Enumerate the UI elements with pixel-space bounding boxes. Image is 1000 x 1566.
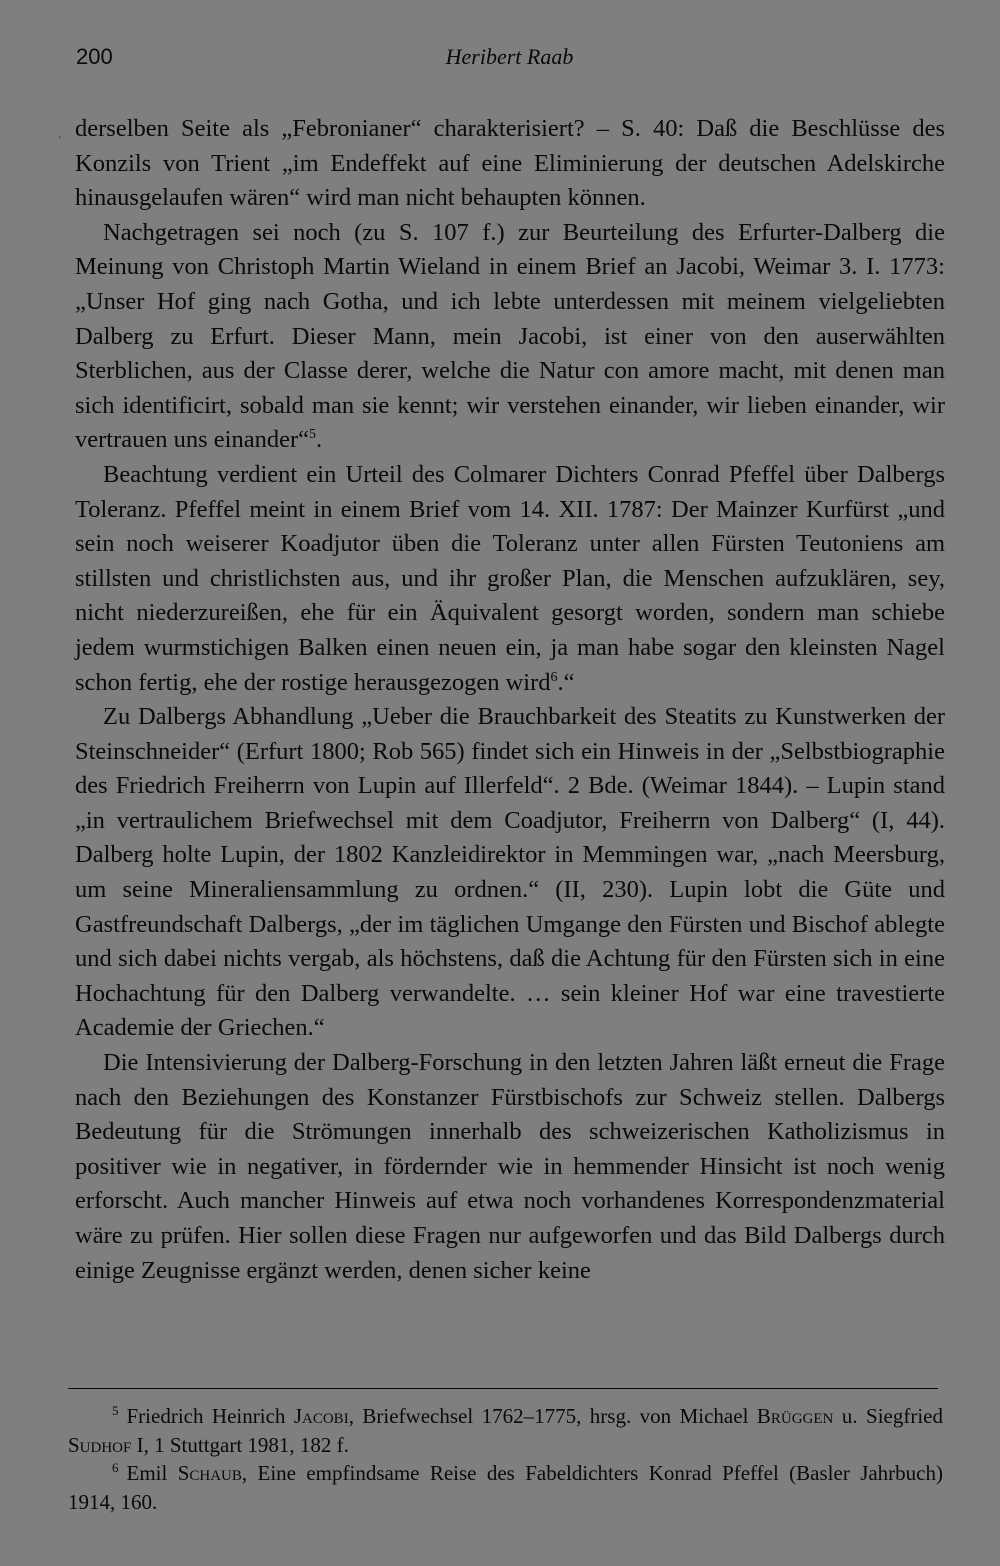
footnote-author-surname: Jacobi — [293, 1404, 349, 1428]
footnote-reference[interactable]: 6 — [550, 669, 558, 685]
footnote-text: , Eine empfindsame Reise des Fabeldichters Konrad Pfeffel (Basler Jahrbuch) 1914, 160. — [68, 1461, 943, 1514]
paragraph-text-tail: .“ — [557, 668, 575, 696]
paragraph-text: Beachtung verdient ein Urteil des Colmarer Dichters Conrad Pfeffel über Dalbergs Toleranz. Pfeffel meint in einem Brief vom 14. XII. 1787: Der Mainzer Kurfürst „und sein noch weiserer Koadjutor üben die Toleranz unter allen Fürsten Teutoniens am stillsten und christlichsten aus, und ihr großer Plan, die Menschen aufzuklären, sey, nicht niederzureißen, ehe für ein Äquivalent gesorgt worden, sondern man schiebe jedem wurmstichigen Balken einen neuen ein, ja man habe sogar den kleinsten Nagel schon fertig, ehe der rostige herausgezogen wird — [75, 460, 945, 696]
scan-artifact-mark: ˋ — [58, 136, 62, 147]
paragraph-text: derselben Seite als „Febronianer“ charakterisiert? – S. 40: Daß die Beschlüsse des Konzils von Trient „im Endeffekt auf eine Eliminierung der deutschen Adelskirche hinausgelaufen wären“ wird man nicht behaupten können. — [75, 115, 945, 212]
footnotes — [68, 1402, 943, 1516]
paragraph-text: Zu Dalbergs Abhandlung „Ueber die Brauchbarkeit des Steatits zu Kunstwerken der Steinschneider“ (Erfurt 1800; Rob 565) findet sich ein Hinweis in der „Selbstbiographie des Friedrich Freiherrn von Lupin auf Illerfeld“. 2 Bde. (Weimar 1844). – Lupin stand „in vertraulichem Briefwechsel mit dem Coadjutor, Freiherrn von Dalberg“ (I, 44). Dalberg holte Lupin, der 1802 Kanzleidirektor in Memmingen war, „nach Meersburg, um seine Mineraliensammlung zu ordnen.“ (II, 230). Lupin lobt die Güte und Gastfreundschaft Dalbergs, „der im täglichen Umgange den Fürsten und Bischof ablegte und sich dabei nichts vergab, als höchstens, daß die Achtung für den Fürsten sich in eine Hochachtung für den Dalberg verwandelte. … sein kleiner Hof war eine travestierte Academie der Griechen.“ — [75, 703, 945, 1042]
footnote-reference[interactable]: 5 — [309, 427, 316, 443]
footnote-author-surname: Schaub — [177, 1461, 242, 1485]
footnote-divider — [68, 1388, 938, 1389]
paragraph-text: Die Intensivierung der Dalberg-Forschung in den letzten Jahren läßt erneut die Frage nach den Beziehungen des Konstanzer Fürstbischofs zur Schweiz stellen. Dalbergs Bedeutung für die Strömungen innerhalb des schweizerischen Katholizismus in positiver wie in negativer, in fördernder wie in hemmender Hinsicht ist noch wenig erforscht. Auch mancher Hinweis auf etwa noch vorhandenes Korrespondenzmaterial wäre zu prüfen. Hier sollen diese Fragen nur aufgeworfen und das Bild Dalbergs durch einige Zeugnisse ergänzt werden, denen sicher keine — [75, 1049, 945, 1284]
page-header — [76, 44, 943, 76]
footnote-editor-surname: Brüggen — [756, 1404, 834, 1428]
footnote-6: 6 Emil Schaub, Eine empfindsame Reise des Fabeldichters Konrad Pfeffel (Basler Jahrbuch) 1914, 160. — [68, 1460, 943, 1514]
footnote-5: 5 Friedrich Heinrich Jacobi, Briefwechsel 1762–1775, hrsg. von Michael Brüggen u. Siegfried Sudhof I, 1 Stuttgart 1981, 182 f. — [68, 1403, 943, 1457]
footnote-text: I, 1 Stuttgart 1981, 182 f. — [131, 1432, 349, 1457]
paragraph-text-tail: . — [316, 426, 323, 454]
paragraph-4 — [75, 700, 945, 1046]
footnote-author-name: Friedrich Heinrich — [126, 1404, 294, 1428]
paragraph-3 — [75, 458, 945, 700]
footnote-text: u. Siegfried — [833, 1404, 943, 1428]
footnote-author-name: Emil — [126, 1461, 178, 1485]
paragraph-text: Nachgetragen sei noch (zu S. 107 f.) zur Beurteilung des Erfurter-Dalberg die Meinung von Christoph Martin Wieland in einem Brief an Jacobi, Weimar 3. I. 1773: „Unser Hof ging nach Gotha, und ich lebte unterdessen mit meinem vielgeliebten Dalberg zu Erfurt. Dieser Mann, mein Jacobi, ist einer von den auserwählten Sterblichen, aus der Classe derer, welche die Natur con amore macht, mit denen man sich identificirt, sobald man sie kennt; wir verstehen einander, wir lieben einander, wir vertrauen uns einander“ — [75, 218, 945, 454]
paragraph-5 — [75, 1046, 945, 1288]
paragraph-2 — [75, 216, 945, 458]
page-number: 200 — [76, 44, 113, 69]
running-head: Heribert Raab — [445, 44, 574, 69]
footnote-editor-surname: Sudhof — [68, 1432, 132, 1457]
body-text — [75, 112, 945, 1288]
paragraph-1 — [75, 112, 945, 216]
footnote-text: , Briefwechsel 1762–1775, hrsg. von Michael — [348, 1404, 757, 1428]
